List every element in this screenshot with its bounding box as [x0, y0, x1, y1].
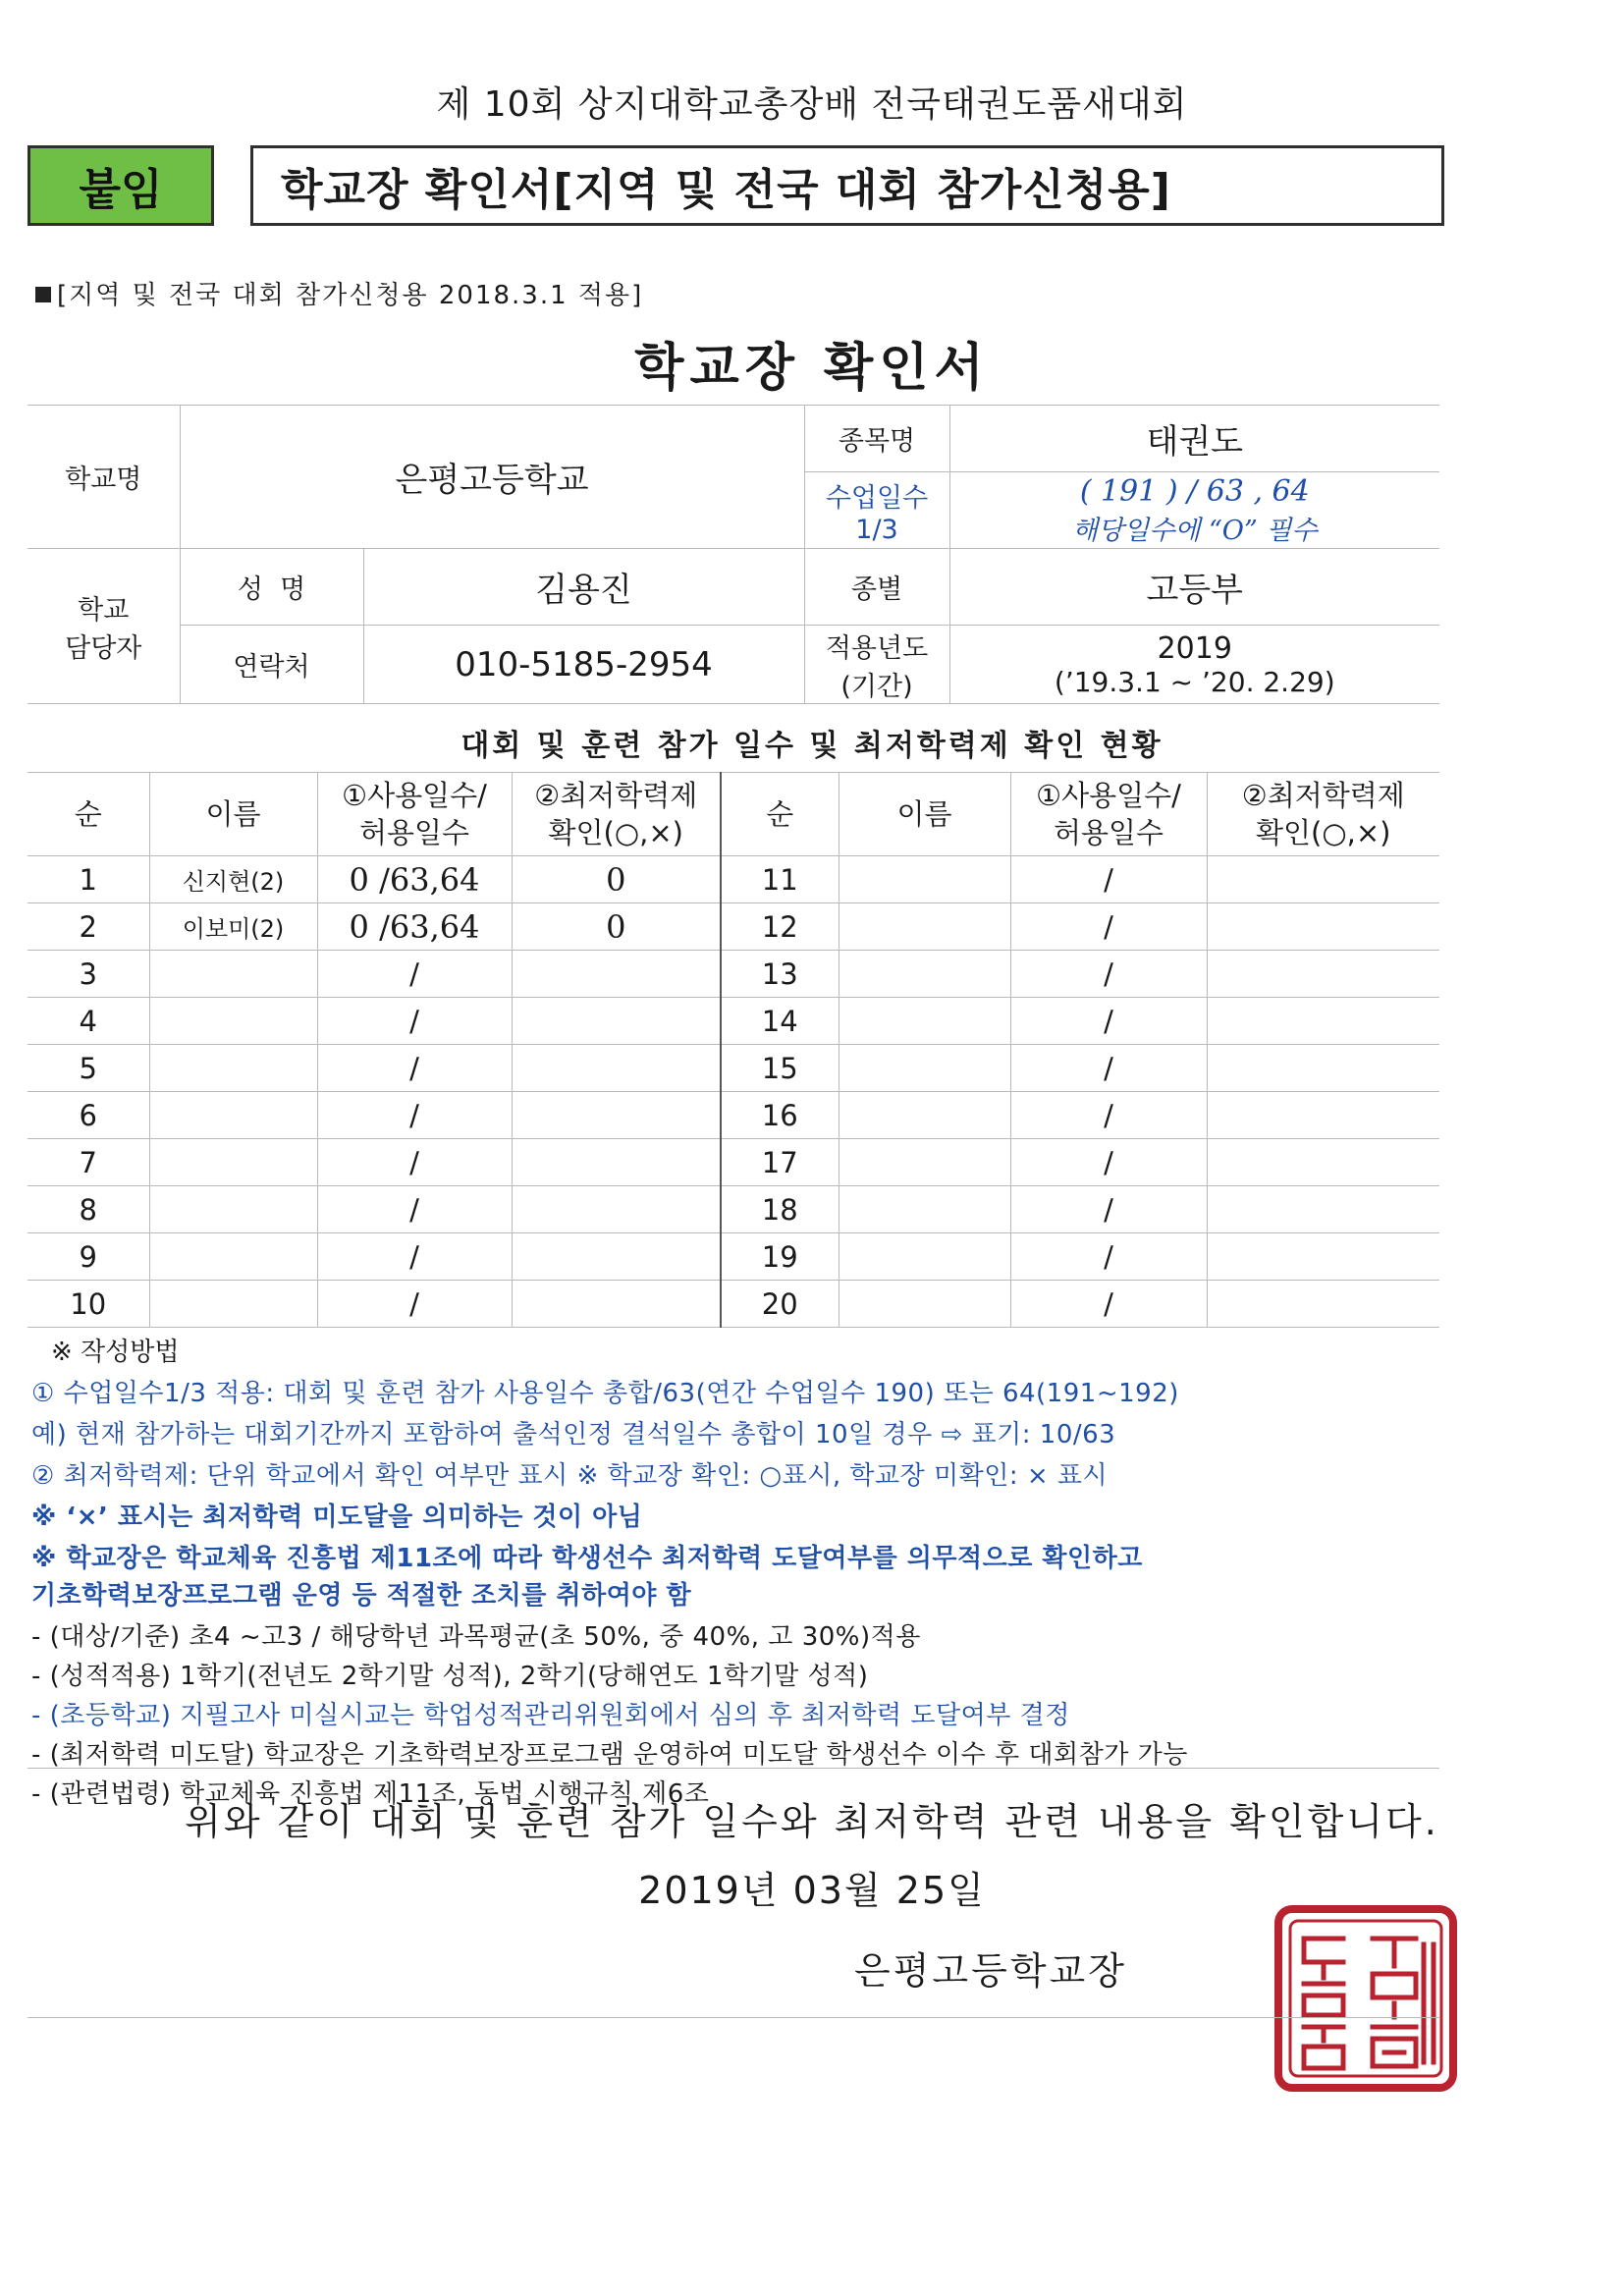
- staff-label-2: 담당자: [65, 632, 142, 664]
- class-days-label-2: 1/3: [855, 514, 898, 545]
- row-no: 2: [27, 903, 149, 951]
- row-mark: [512, 998, 721, 1045]
- staff-name: 김용진: [363, 549, 804, 626]
- row-days: /: [317, 1045, 512, 1092]
- row-days: /: [317, 1186, 512, 1233]
- row-name: [839, 951, 1010, 998]
- row-no: 6: [27, 1092, 149, 1139]
- method-note-line: - (성적적용) 1학기(전년도 2학기말 성적), 2학기(당해연도 1학기말 성적): [31, 1662, 869, 1691]
- row-name: [149, 1281, 317, 1328]
- row-days: /: [1010, 1233, 1207, 1281]
- row-mark: 0: [512, 856, 721, 903]
- row-mark: [1207, 951, 1439, 998]
- header-days-left: [317, 773, 512, 856]
- class-days-note: 해당일수에 “O” 필수: [1072, 515, 1318, 546]
- header-academic-1: ②최저학력제: [1241, 779, 1405, 812]
- row-days: /: [317, 1233, 512, 1281]
- header-name-left: 이름: [149, 773, 317, 856]
- row-name: [149, 951, 317, 998]
- row-mark: [1207, 1139, 1439, 1186]
- method-note-line: 기초학력보장프로그램 운영 등 적절한 조치를 취하여야 함: [31, 1581, 692, 1611]
- row-name: [149, 1139, 317, 1186]
- method-note-line: ※ ‘×’ 표시는 최저학력 미도달을 의미하는 것이 아님: [31, 1503, 643, 1532]
- row-days: /: [1010, 903, 1207, 951]
- row-mark: [1207, 998, 1439, 1045]
- header-academic-2: 확인(○,×): [548, 816, 683, 849]
- contact-value: 010-5185-2954: [363, 626, 804, 704]
- year-label-2: (기간): [840, 671, 913, 702]
- row-no: 15: [721, 1045, 839, 1092]
- year-cell: [949, 626, 1439, 704]
- row-name: [149, 1045, 317, 1092]
- school-name: 은평고등학교: [180, 406, 804, 549]
- row-days: 0 /63,64: [317, 903, 512, 951]
- row-days: /: [1010, 951, 1207, 998]
- row-mark: [1207, 1281, 1439, 1328]
- method-note-line: 예) 현재 참가하는 대회기간까지 포함하여 출석인정 결석일수 총합이 10일 경우 ⇨ 표기: 10/63: [31, 1420, 1116, 1449]
- principal-name: 은평고등학교장: [854, 1949, 1127, 1993]
- row-mark: [1207, 856, 1439, 903]
- row-name: [839, 1281, 1010, 1328]
- row-no: 7: [27, 1139, 149, 1186]
- table-row: [27, 1045, 1439, 1092]
- method-note-line: - (최저학력 미도달) 학교장은 기초학력보장프로그램 운영하여 미도달 학생선수 이수 후 대회참가 가능: [31, 1740, 1188, 1770]
- square-bullet-icon: [35, 287, 51, 302]
- row-no: 4: [27, 998, 149, 1045]
- row-no: 1: [27, 856, 149, 903]
- table-row: [27, 856, 1439, 903]
- official-seal-icon: [1274, 1905, 1457, 2092]
- row-days: /: [1010, 856, 1207, 903]
- row-mark: [512, 951, 721, 998]
- header-academic-2: 확인(○,×): [1256, 816, 1391, 849]
- divider: [27, 1768, 1439, 1769]
- table-row: [27, 1233, 1439, 1281]
- row-days: /: [317, 951, 512, 998]
- table-row: [27, 1281, 1439, 1328]
- row-no: 20: [721, 1281, 839, 1328]
- class-days-label: [804, 472, 949, 549]
- header-name-right: 이름: [839, 773, 1010, 856]
- row-name: 이보미(2): [149, 903, 317, 951]
- row-name: [149, 998, 317, 1045]
- row-mark: [1207, 1233, 1439, 1281]
- header-academic-right: [1207, 773, 1439, 856]
- row-mark: [1207, 903, 1439, 951]
- event-value: 태권도: [949, 406, 1439, 472]
- class-days-cell: [949, 472, 1439, 549]
- row-days: /: [317, 1139, 512, 1186]
- header-days-2: 허용일수: [1053, 816, 1164, 849]
- row-days: /: [317, 1092, 512, 1139]
- row-mark: [512, 1045, 721, 1092]
- header-academic-left: [512, 773, 721, 856]
- competition-title: 제 10회 상지대학교총장배 전국태권도품새대회: [436, 84, 1188, 125]
- year-value: 2019: [1157, 630, 1232, 666]
- school-info-table: [27, 405, 1439, 704]
- staff-label-1: 학교: [78, 594, 130, 626]
- row-no: 16: [721, 1092, 839, 1139]
- period-value: (’19.3.1 ~ ’20. 2.29): [1054, 665, 1335, 698]
- row-days: 0 /63,64: [317, 856, 512, 903]
- row-mark: 0: [512, 903, 721, 951]
- form-note-text: [지역 및 전국 대회 참가신청용 2018.3.1 적용]: [57, 281, 644, 310]
- method-title: ※ 작성방법: [51, 1338, 180, 1367]
- row-days: /: [1010, 1092, 1207, 1139]
- row-no: 12: [721, 903, 839, 951]
- row-name: [839, 1139, 1010, 1186]
- row-no: 14: [721, 998, 839, 1045]
- method-note-line: - (관련법령) 학교체육 진흥법 제11조, 동법 시행규칙 제6조: [31, 1779, 710, 1809]
- row-name: [149, 1233, 317, 1281]
- row-mark: [1207, 1186, 1439, 1233]
- row-name: [839, 1045, 1010, 1092]
- table-row: [27, 1186, 1439, 1233]
- contact-label: 연락처: [180, 626, 363, 704]
- table-row: [27, 998, 1439, 1045]
- method-note-line: - (초등학교) 지필고사 미실시교는 학업성적관리위원회에서 심의 후 최저학력 도달여부 결정: [31, 1701, 1070, 1730]
- document-title: 학교장 확인서: [634, 339, 990, 398]
- row-no: 11: [721, 856, 839, 903]
- row-name: [839, 856, 1010, 903]
- row-mark: [512, 1139, 721, 1186]
- row-name: [149, 1092, 317, 1139]
- row-days: /: [1010, 998, 1207, 1045]
- row-days: /: [1010, 1045, 1207, 1092]
- form-heading: 학교장 확인서[지역 및 전국 대회 참가신청용]: [250, 145, 1444, 226]
- school-name-label: 학교명: [27, 406, 180, 549]
- row-mark: [512, 1281, 721, 1328]
- method-note-line: - (대상/기준) 초4 ~고3 / 해당학년 과목평균(초 50%, 중 40%, 고 30%)적용: [31, 1622, 921, 1652]
- row-mark: [512, 1233, 721, 1281]
- method-note-line: ② 최저학력제: 단위 학교에서 확인 여부만 표시 ※ 학교장 확인: ○표시, 학교장 미확인: × 표시: [31, 1461, 1109, 1491]
- division-value: 고등부: [949, 549, 1439, 626]
- method-note-line: ※ 학교장은 학교체육 진흥법 제11조에 따라 학생선수 최저학력 도달여부를 의무적으로 확인하고: [31, 1544, 1143, 1573]
- row-no: 9: [27, 1233, 149, 1281]
- bottom-divider: [27, 2017, 1439, 2018]
- participants-table: [27, 772, 1439, 1328]
- header-days-1: ①사용일수/: [342, 779, 487, 812]
- row-mark: [512, 1186, 721, 1233]
- table-row: [27, 1139, 1439, 1186]
- class-days-label-1: 수업일수: [825, 482, 929, 514]
- year-label: [804, 626, 949, 704]
- row-name: [839, 903, 1010, 951]
- row-name: [839, 1233, 1010, 1281]
- participants-section-title: 대회 및 훈련 참가 일수 및 최저학력제 확인 현황: [460, 729, 1164, 763]
- attachment-badge: 붙임: [27, 145, 214, 226]
- row-no: 19: [721, 1233, 839, 1281]
- row-name: [839, 998, 1010, 1045]
- event-label: 종목명: [804, 406, 949, 472]
- row-mark: [1207, 1045, 1439, 1092]
- row-no: 8: [27, 1186, 149, 1233]
- table-row: [27, 903, 1439, 951]
- staff-label: [27, 549, 180, 704]
- document-date: 2019년 03월 25일: [638, 1869, 986, 1912]
- row-days: /: [1010, 1139, 1207, 1186]
- header-days-1: ①사용일수/: [1036, 779, 1181, 812]
- header-no-right: 순: [721, 773, 839, 856]
- row-days: /: [317, 1281, 512, 1328]
- header-days-2: 허용일수: [358, 816, 470, 849]
- row-name: 신지현(2): [149, 856, 317, 903]
- header-academic-1: ②최저학력제: [534, 779, 698, 812]
- row-mark: [512, 1092, 721, 1139]
- row-no: 10: [27, 1281, 149, 1328]
- row-no: 13: [721, 951, 839, 998]
- confirmation-statement: 위와 같이 대회 및 훈련 참가 일수와 최저학력 관련 내용을 확인합니다.: [185, 1800, 1439, 1843]
- row-no: 17: [721, 1139, 839, 1186]
- method-note-line: ① 수업일수1/3 적용: 대회 및 훈련 참가 사용일수 총합/63(연간 수업일수 190) 또는 64(191~192): [31, 1379, 1179, 1408]
- class-days-value: ( 191 ) / 63 , 64: [1079, 473, 1310, 509]
- division-label: 종별: [804, 549, 949, 626]
- row-no: 18: [721, 1186, 839, 1233]
- header-days-right: [1010, 773, 1207, 856]
- row-days: /: [317, 998, 512, 1045]
- row-days: /: [1010, 1186, 1207, 1233]
- row-name: [839, 1186, 1010, 1233]
- staff-name-label: 성 명: [180, 549, 363, 626]
- table-row: [27, 1092, 1439, 1139]
- form-note: [35, 275, 643, 311]
- row-name: [149, 1186, 317, 1233]
- header-no-left: 순: [27, 773, 149, 856]
- row-days: /: [1010, 1281, 1207, 1328]
- row-mark: [1207, 1092, 1439, 1139]
- table-row: [27, 951, 1439, 998]
- row-no: 5: [27, 1045, 149, 1092]
- row-no: 3: [27, 951, 149, 998]
- row-name: [839, 1092, 1010, 1139]
- year-label-1: 적용년도: [825, 632, 929, 664]
